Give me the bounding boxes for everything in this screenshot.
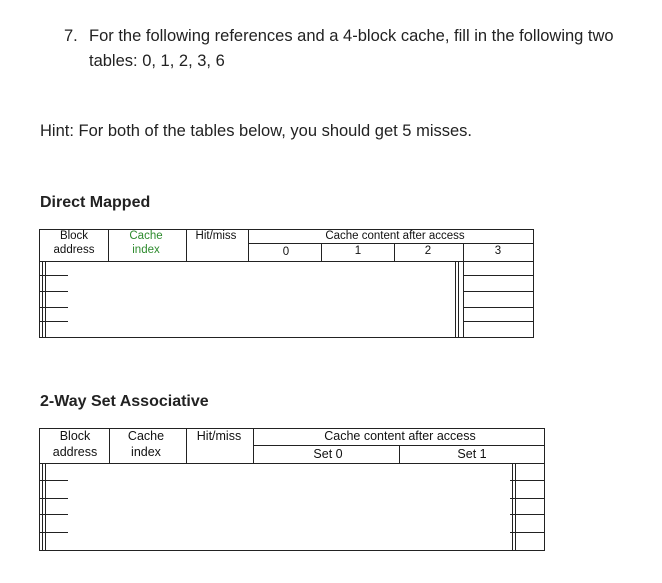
- sa-set-0: Set 0: [313, 447, 343, 461]
- dm-block-3: 3: [494, 245, 502, 257]
- dm-block-0: 0: [282, 246, 290, 258]
- dm-header-cache: Cache: [129, 230, 163, 242]
- set-assoc-title: 2-Way Set Associative: [40, 393, 209, 410]
- sa-header-address: address: [52, 445, 98, 459]
- sa-set-1: Set 1: [457, 447, 487, 461]
- sa-header-hitmiss: Hit/miss: [196, 429, 242, 443]
- dm-header-hitmiss: Hit/miss: [195, 230, 237, 242]
- hint-text: Hint: For both of the tables below, you should get 5 misses.: [40, 122, 472, 140]
- sa-header-content: Cache content after access: [324, 429, 476, 443]
- question-text-line-2: tables: 0, 1, 2, 3, 6: [89, 52, 225, 70]
- dm-header-index: index: [132, 244, 160, 256]
- sa-header-block: Block: [59, 429, 91, 443]
- dm-header-block: Block: [59, 230, 89, 242]
- sa-header-cache: Cache: [127, 429, 165, 443]
- dm-block-1: 1: [354, 245, 362, 257]
- dm-header-address: address: [53, 244, 95, 256]
- sa-header-index: index: [131, 445, 161, 459]
- question-number: 7.: [64, 27, 78, 45]
- direct-mapped-title: Direct Mapped: [40, 194, 151, 211]
- dm-block-2: 2: [424, 245, 432, 257]
- dm-header-content: Cache content after access: [325, 230, 465, 242]
- question-text-line-1: For the following references and a 4-block cache, fill in the following two: [89, 27, 614, 45]
